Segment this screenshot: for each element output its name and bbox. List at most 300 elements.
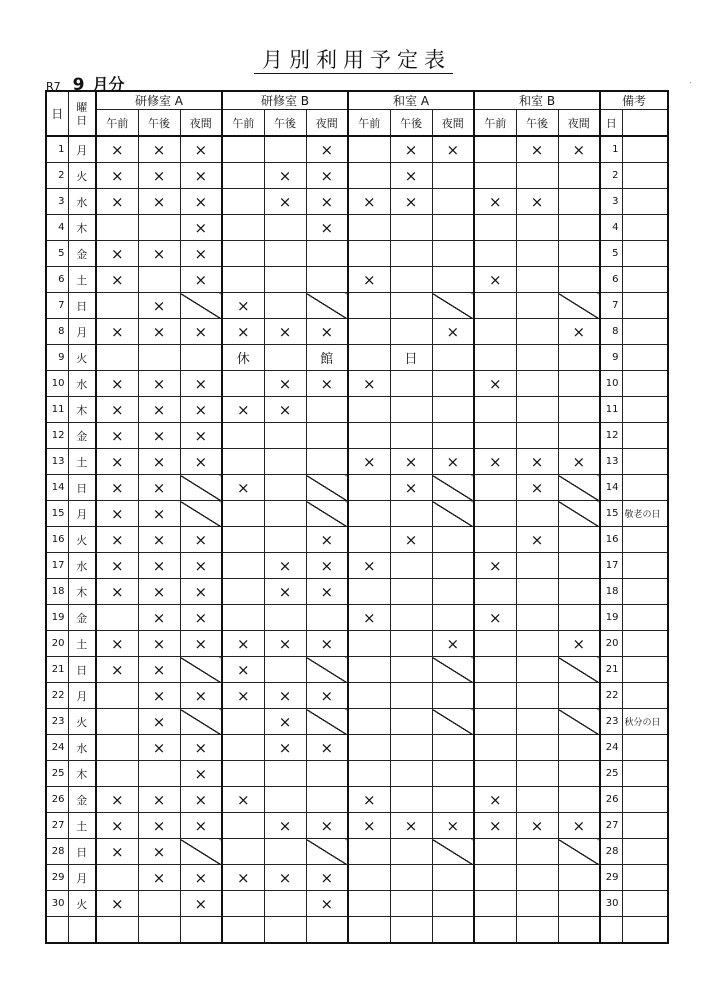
- day-number: 24: [46, 735, 68, 761]
- closed-slot: [558, 501, 600, 527]
- slot-cell: [180, 345, 222, 371]
- reserved-mark: ×: [180, 735, 222, 761]
- table-row: [46, 293, 668, 319]
- slot-cell: [558, 215, 600, 241]
- slot-cell: [432, 605, 474, 631]
- reserved-mark: ×: [180, 163, 222, 189]
- slot-cell: [348, 501, 390, 527]
- reserved-mark: ×: [180, 631, 222, 657]
- slot-cell: [474, 136, 516, 163]
- remarks-day: 25: [600, 761, 622, 787]
- table-row: [46, 136, 668, 163]
- reserved-mark: ×: [390, 449, 432, 475]
- day-number: 3: [46, 189, 68, 215]
- reserved-mark: ×: [138, 605, 180, 631]
- slot-header: 夜間: [306, 110, 348, 137]
- slot-cell: [96, 735, 138, 761]
- slot-cell: [348, 839, 390, 865]
- slot-cell: [390, 215, 432, 241]
- reserved-mark: ×: [474, 787, 516, 813]
- slot-cell: [516, 839, 558, 865]
- reserved-mark: ×: [306, 527, 348, 553]
- table-row: [46, 813, 668, 839]
- closed-slot: [558, 293, 600, 319]
- slot-cell: [306, 267, 348, 293]
- table-row: [46, 475, 668, 501]
- page-title: 月別利用予定表: [0, 44, 707, 74]
- table-row: [46, 163, 668, 189]
- remarks-day: 1: [600, 136, 622, 163]
- reserved-mark: ×: [390, 813, 432, 839]
- weekday-cell: 火: [68, 163, 96, 189]
- weekday-cell: 水: [68, 553, 96, 579]
- weekday-cell: 火: [68, 527, 96, 553]
- remarks-day: 6: [600, 267, 622, 293]
- slot-cell: [222, 527, 264, 553]
- era-label: R7: [46, 80, 61, 93]
- slot-cell: [432, 215, 474, 241]
- reserved-mark: ×: [96, 397, 138, 423]
- slot-header: 午前: [348, 110, 390, 137]
- reserved-mark: ×: [180, 449, 222, 475]
- slot-cell: [516, 241, 558, 267]
- slot-cell: [432, 891, 474, 917]
- reserved-mark: ×: [96, 163, 138, 189]
- slot-cell: [432, 241, 474, 267]
- reserved-mark: ×: [306, 813, 348, 839]
- slot-cell: [516, 215, 558, 241]
- reserved-mark: ×: [222, 865, 264, 891]
- reserved-mark: ×: [390, 189, 432, 215]
- weekday-cell: 金: [68, 423, 96, 449]
- slot-cell: [138, 917, 180, 944]
- closure-label: 日: [390, 345, 432, 371]
- reserved-mark: ×: [306, 553, 348, 579]
- remarks-day: 4: [600, 215, 622, 241]
- reserved-mark: ×: [264, 865, 306, 891]
- reserved-mark: ×: [138, 293, 180, 319]
- table-row: [46, 917, 668, 944]
- slot-cell: [222, 215, 264, 241]
- slot-cell: [516, 657, 558, 683]
- reserved-mark: ×: [264, 735, 306, 761]
- remarks-note: [622, 423, 668, 449]
- table-row: [46, 215, 668, 241]
- closed-slot: [432, 501, 474, 527]
- slot-cell: [348, 319, 390, 345]
- remarks-day: 17: [600, 553, 622, 579]
- closed-slot: [432, 839, 474, 865]
- day-number: 15: [46, 501, 68, 527]
- table-row: [46, 371, 668, 397]
- slot-cell: [306, 397, 348, 423]
- slot-cell: [264, 215, 306, 241]
- slot-cell: [138, 215, 180, 241]
- remarks-note: [622, 371, 668, 397]
- slot-cell: [390, 787, 432, 813]
- weekday-cell: 金: [68, 605, 96, 631]
- slot-cell: [390, 501, 432, 527]
- reserved-mark: ×: [348, 267, 390, 293]
- table-row: [46, 527, 668, 553]
- remarks-day: 27: [600, 813, 622, 839]
- slot-cell: [390, 891, 432, 917]
- table-row: [46, 839, 668, 865]
- remarks-note: 敬老の日: [622, 501, 668, 527]
- table-row: [46, 891, 668, 917]
- slot-cell: [306, 605, 348, 631]
- slot-cell: [348, 215, 390, 241]
- reserved-mark: ×: [264, 579, 306, 605]
- slot-cell: [516, 371, 558, 397]
- slot-cell: [474, 215, 516, 241]
- reserved-mark: ×: [180, 683, 222, 709]
- reserved-mark: ×: [180, 891, 222, 917]
- reserved-mark: ×: [222, 475, 264, 501]
- weekday-cell: 月: [68, 501, 96, 527]
- reserved-mark: ×: [138, 839, 180, 865]
- reserved-mark: ×: [558, 319, 600, 345]
- slot-cell: [558, 189, 600, 215]
- reserved-mark: ×: [96, 267, 138, 293]
- slot-cell: [516, 891, 558, 917]
- weekday-cell: 日: [68, 293, 96, 319]
- closed-slot: [558, 839, 600, 865]
- slot-cell: [96, 345, 138, 371]
- remarks-note: [622, 579, 668, 605]
- slot-cell: [222, 241, 264, 267]
- slot-cell: [432, 371, 474, 397]
- remarks-note: [622, 683, 668, 709]
- day-number: 12: [46, 423, 68, 449]
- day-number: 22: [46, 683, 68, 709]
- slot-cell: [390, 553, 432, 579]
- slot-cell: [516, 735, 558, 761]
- remarks-note: [622, 136, 668, 163]
- slot-cell: [432, 189, 474, 215]
- slot-cell: [516, 605, 558, 631]
- slot-cell: [558, 787, 600, 813]
- day-number: 18: [46, 579, 68, 605]
- day-number: 17: [46, 553, 68, 579]
- slot-cell: [96, 605, 138, 631]
- slot-cell: [558, 267, 600, 293]
- weekday-cell: 水: [68, 189, 96, 215]
- slot-cell: [348, 657, 390, 683]
- reserved-mark: ×: [180, 865, 222, 891]
- reserved-mark: ×: [180, 553, 222, 579]
- reserved-mark: ×: [516, 475, 558, 501]
- slot-cell: [222, 735, 264, 761]
- slot-cell: [558, 371, 600, 397]
- weekday-cell: 木: [68, 761, 96, 787]
- slot-cell: [474, 735, 516, 761]
- closed-slot: [306, 709, 348, 735]
- slot-cell: [222, 371, 264, 397]
- remarks-note: [622, 917, 668, 944]
- reserved-mark: ×: [96, 787, 138, 813]
- slot-header: 午後: [390, 110, 432, 137]
- closed-slot: [558, 475, 600, 501]
- slot-header: 午後: [264, 110, 306, 137]
- slot-cell: [138, 345, 180, 371]
- reserved-mark: ×: [474, 553, 516, 579]
- remarks-note: [622, 319, 668, 345]
- slot-cell: [390, 631, 432, 657]
- reserved-mark: ×: [138, 553, 180, 579]
- reserved-mark: ×: [180, 189, 222, 215]
- slot-cell: [222, 839, 264, 865]
- slot-cell: [348, 891, 390, 917]
- slot-cell: [390, 397, 432, 423]
- reserved-mark: ×: [264, 709, 306, 735]
- remarks-note: [622, 163, 668, 189]
- reserved-mark: ×: [432, 449, 474, 475]
- slot-cell: [390, 709, 432, 735]
- closed-slot: [432, 293, 474, 319]
- slot-cell: [432, 787, 474, 813]
- closed-slot: [306, 475, 348, 501]
- slot-cell: [306, 423, 348, 449]
- slot-cell: [432, 345, 474, 371]
- reserved-mark: ×: [138, 449, 180, 475]
- closed-slot: [180, 839, 222, 865]
- remarks-note: [622, 813, 668, 839]
- reserved-mark: ×: [138, 163, 180, 189]
- slot-cell: [348, 527, 390, 553]
- weekday-cell: 月: [68, 865, 96, 891]
- table-row: [46, 735, 668, 761]
- closed-slot: [180, 475, 222, 501]
- table-row: [46, 241, 668, 267]
- slot-cell: [516, 293, 558, 319]
- remarks-header: 備考: [600, 91, 668, 110]
- reserved-mark: ×: [138, 423, 180, 449]
- slot-cell: [558, 865, 600, 891]
- slot-cell: [558, 605, 600, 631]
- slot-cell: [264, 293, 306, 319]
- reserved-mark: ×: [138, 319, 180, 345]
- remarks-note: [622, 267, 668, 293]
- reserved-mark: ×: [96, 527, 138, 553]
- closed-slot: [432, 475, 474, 501]
- day-number: 27: [46, 813, 68, 839]
- closed-slot: [180, 501, 222, 527]
- day-number: [46, 917, 68, 944]
- table-row: [46, 579, 668, 605]
- remarks-day: 24: [600, 735, 622, 761]
- reserved-mark: ×: [348, 371, 390, 397]
- remarks-note: [622, 605, 668, 631]
- reserved-mark: ×: [138, 527, 180, 553]
- reserved-mark: ×: [138, 136, 180, 163]
- reserved-mark: ×: [180, 319, 222, 345]
- weekday-cell: 金: [68, 787, 96, 813]
- slot-cell: [390, 241, 432, 267]
- reserved-mark: ×: [96, 449, 138, 475]
- slot-cell: [222, 891, 264, 917]
- slot-cell: [474, 891, 516, 917]
- remarks-day: 9: [600, 345, 622, 371]
- reserved-mark: ×: [180, 787, 222, 813]
- slot-cell: [432, 917, 474, 944]
- slot-cell: [516, 631, 558, 657]
- closed-slot: [306, 657, 348, 683]
- weekday-header: 曜日: [68, 91, 96, 136]
- slot-cell: [474, 319, 516, 345]
- table-row: [46, 449, 668, 475]
- slot-cell: [264, 267, 306, 293]
- reserved-mark: ×: [222, 293, 264, 319]
- slot-cell: [222, 813, 264, 839]
- reserved-mark: ×: [516, 136, 558, 163]
- slot-cell: [390, 423, 432, 449]
- slot-cell: [516, 345, 558, 371]
- slot-cell: [516, 787, 558, 813]
- slot-cell: [264, 761, 306, 787]
- weekday-cell: 火: [68, 891, 96, 917]
- day-number: 20: [46, 631, 68, 657]
- slot-cell: [516, 163, 558, 189]
- reserved-mark: ×: [138, 579, 180, 605]
- slot-cell: [390, 917, 432, 944]
- reserved-mark: ×: [516, 813, 558, 839]
- table-row: [46, 345, 668, 371]
- remarks-note: [622, 527, 668, 553]
- weekday-cell: 木: [68, 397, 96, 423]
- table-row: [46, 631, 668, 657]
- slot-cell: [516, 683, 558, 709]
- slot-cell: [264, 423, 306, 449]
- remarks-note: [622, 839, 668, 865]
- slot-cell: [306, 241, 348, 267]
- reserved-mark: ×: [516, 527, 558, 553]
- remarks-note: [622, 787, 668, 813]
- reserved-mark: ×: [306, 631, 348, 657]
- slot-cell: [390, 371, 432, 397]
- reserved-mark: ×: [96, 579, 138, 605]
- table-row: [46, 397, 668, 423]
- reserved-mark: ×: [138, 189, 180, 215]
- table-row: [46, 605, 668, 631]
- remarks-note: [622, 241, 668, 267]
- remarks-day: 8: [600, 319, 622, 345]
- reserved-mark: ×: [222, 683, 264, 709]
- slot-cell: [432, 423, 474, 449]
- closed-slot: [180, 293, 222, 319]
- reserved-mark: ×: [96, 891, 138, 917]
- reserved-mark: ×: [180, 605, 222, 631]
- slot-cell: [348, 631, 390, 657]
- reserved-mark: ×: [558, 136, 600, 163]
- slot-cell: [306, 761, 348, 787]
- slot-cell: [222, 709, 264, 735]
- weekday-cell: 日: [68, 839, 96, 865]
- reserved-mark: ×: [222, 397, 264, 423]
- slot-cell: [264, 891, 306, 917]
- weekday-cell: 月: [68, 319, 96, 345]
- table-row: [46, 683, 668, 709]
- slot-cell: [96, 865, 138, 891]
- slot-cell: [390, 293, 432, 319]
- slot-cell: [516, 553, 558, 579]
- day-number: 4: [46, 215, 68, 241]
- closure-label: 館: [306, 345, 348, 371]
- slot-cell: [558, 891, 600, 917]
- reserved-mark: ×: [474, 189, 516, 215]
- slot-cell: [264, 345, 306, 371]
- remarks-note: [622, 293, 668, 319]
- reserved-mark: ×: [96, 136, 138, 163]
- slot-cell: [516, 267, 558, 293]
- reserved-mark: ×: [138, 709, 180, 735]
- slot-cell: [474, 293, 516, 319]
- table-row: [46, 553, 668, 579]
- remarks-note: [622, 865, 668, 891]
- reserved-mark: ×: [348, 787, 390, 813]
- closed-slot: [306, 839, 348, 865]
- slot-cell: [474, 527, 516, 553]
- day-number: 6: [46, 267, 68, 293]
- slot-cell: [96, 761, 138, 787]
- remarks-day: 7: [600, 293, 622, 319]
- reserved-mark: ×: [474, 267, 516, 293]
- day-number: 8: [46, 319, 68, 345]
- slot-cell: [138, 761, 180, 787]
- slot-cell: [348, 865, 390, 891]
- slot-cell: [306, 787, 348, 813]
- closed-slot: [306, 293, 348, 319]
- remarks-day: 2: [600, 163, 622, 189]
- room-header-kenshu-a: 研修室 A: [96, 91, 222, 110]
- reserved-mark: ×: [390, 475, 432, 501]
- reserved-mark: ×: [558, 813, 600, 839]
- table-row: [46, 761, 668, 787]
- day-number: 29: [46, 865, 68, 891]
- reserved-mark: ×: [96, 189, 138, 215]
- reserved-mark: ×: [390, 527, 432, 553]
- reserved-mark: ×: [306, 865, 348, 891]
- slot-cell: [432, 163, 474, 189]
- table-row: [46, 189, 668, 215]
- reserved-mark: ×: [306, 163, 348, 189]
- table-row: [46, 501, 668, 527]
- reserved-mark: ×: [96, 371, 138, 397]
- slot-cell: [180, 917, 222, 944]
- slot-cell: [222, 423, 264, 449]
- slot-cell: [138, 891, 180, 917]
- remarks-day: 29: [600, 865, 622, 891]
- closed-slot: [558, 709, 600, 735]
- reserved-mark: ×: [96, 501, 138, 527]
- slot-header: 夜間: [180, 110, 222, 137]
- day-number: 2: [46, 163, 68, 189]
- table-row: [46, 787, 668, 813]
- closure-label: 休: [222, 345, 264, 371]
- slot-cell: [432, 267, 474, 293]
- slot-cell: [264, 241, 306, 267]
- reserved-mark: ×: [264, 371, 306, 397]
- remarks-note: 秋分の日: [622, 709, 668, 735]
- slot-cell: [558, 423, 600, 449]
- slot-cell: [348, 683, 390, 709]
- slot-cell: [264, 449, 306, 475]
- slot-header: 夜間: [558, 110, 600, 137]
- slot-cell: [474, 241, 516, 267]
- reserved-mark: ×: [180, 579, 222, 605]
- weekday-cell: 木: [68, 215, 96, 241]
- remarks-day: 11: [600, 397, 622, 423]
